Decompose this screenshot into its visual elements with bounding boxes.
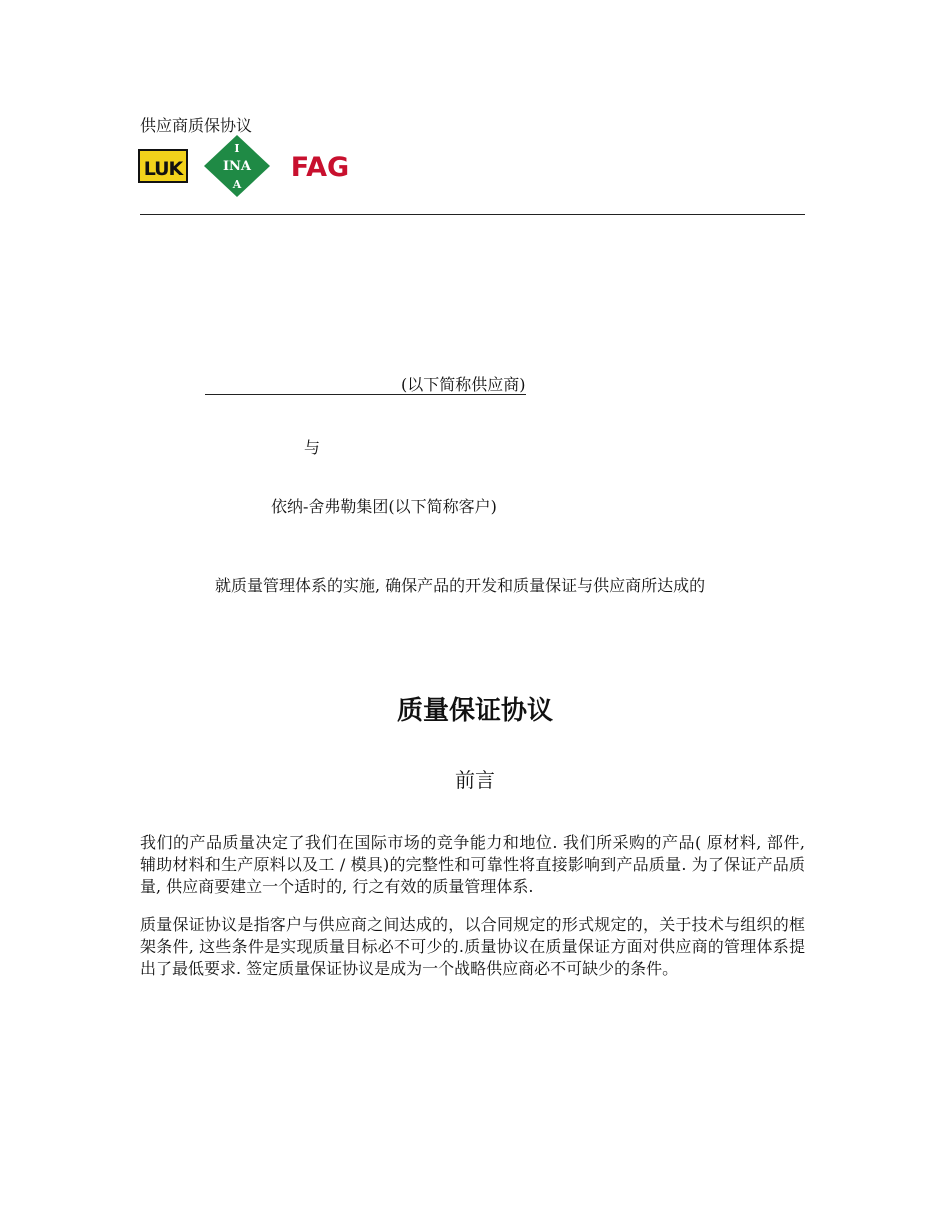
document-title: 质量保证协议 bbox=[396, 696, 553, 726]
supplier-name-blank bbox=[205, 375, 526, 395]
ina-logo-bottom: A bbox=[232, 178, 242, 191]
preface-heading: 前言 bbox=[455, 768, 495, 792]
document-header-title: 供应商质保协议 bbox=[140, 116, 253, 135]
header-divider bbox=[140, 214, 805, 215]
luk-logo bbox=[139, 150, 187, 182]
ina-logo-middle: INA bbox=[222, 159, 252, 174]
fag-logo bbox=[291, 152, 349, 183]
luk-logo-text: LUK bbox=[143, 158, 183, 180]
fag-logo-text: FAG bbox=[290, 152, 350, 183]
preface-paragraph-2: 质量保证协议是指客户与供应商之间达成的，以合同规定的形式规定的，关于技术与组织的框架条件, 这些条件是实现质量目标必不可少的.质量协议在质量保证方面对供应商的管理体系提出了最低要求. 签定质量保证协议是成为一个战略供应商必不可缺少的条件。 bbox=[140, 915, 805, 978]
ina-logo bbox=[204, 135, 270, 197]
customer-label: 依纳-舍弗勒集团(以下简称客户) bbox=[271, 497, 497, 516]
company-logos bbox=[138, 134, 360, 198]
agreement-purpose: 就质量管理体系的实施, 确保产品的开发和质量保证与供应商所达成的 bbox=[215, 576, 706, 595]
supplier-label: (以下简称供应商) bbox=[401, 375, 526, 394]
preface-paragraph-1: 我们的产品质量决定了我们在国际市场的竞争能力和地位. 我们所采购的产品( 原材料, 部件, 辅助材料和生产原料以及工 / 模具)的完整性和可靠性将直接影响到产品质量. 为了保证产品质量, 供应商要建立一个适时的, 行之有效的质量管理体系. bbox=[140, 833, 805, 896]
ina-logo-top: I bbox=[234, 142, 240, 155]
and-connector: 与 bbox=[304, 438, 321, 457]
